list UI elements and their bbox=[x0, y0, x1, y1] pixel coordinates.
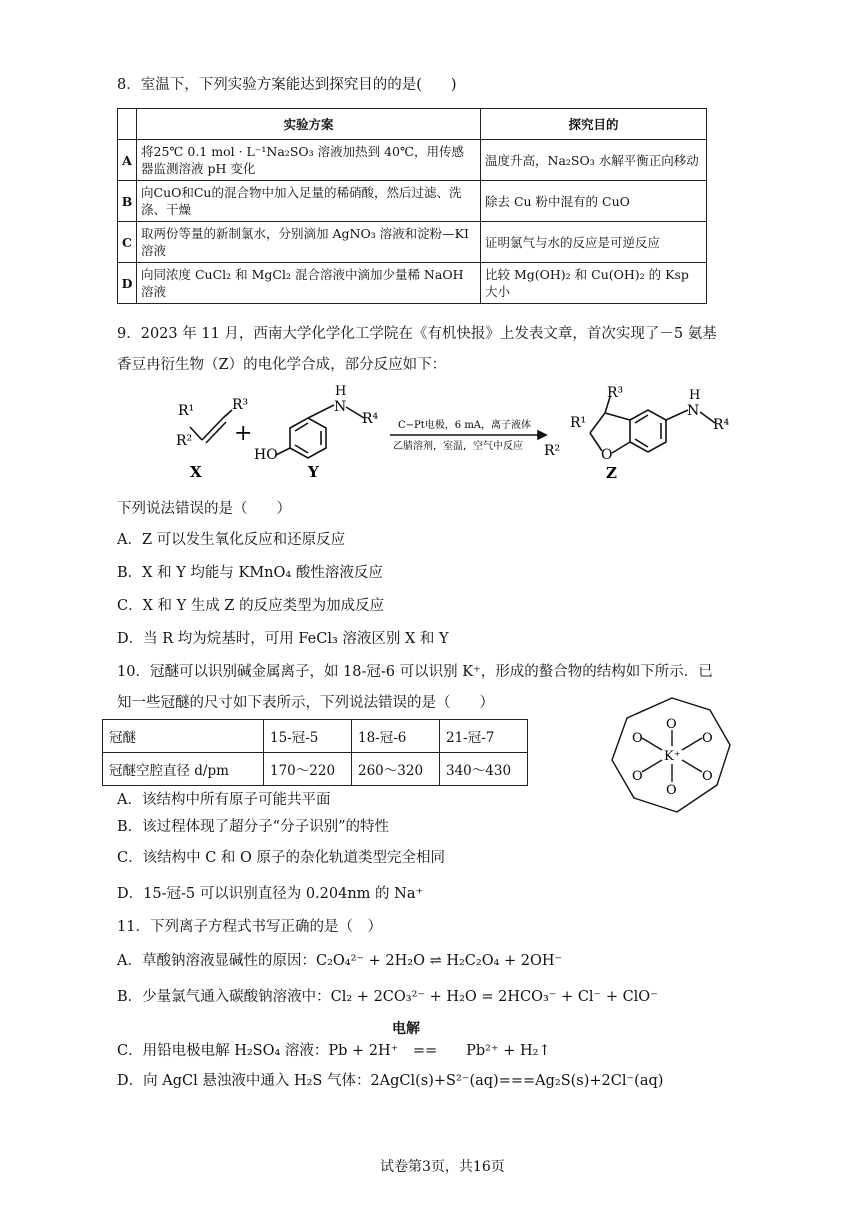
ring-oxygen: O bbox=[632, 731, 643, 746]
q11-option-c: C．用铅电极电解 H₂SO₄ 溶液：Pb + 2H⁺ == Pb²⁺ + H₂↑ bbox=[117, 1043, 551, 1059]
table-header-row bbox=[118, 109, 707, 140]
table-row bbox=[118, 263, 707, 304]
x-r3: R³ bbox=[232, 397, 249, 413]
ring-oxygen: O bbox=[666, 717, 677, 732]
q11-stem: 11．下列离子方程式书写正确的是（ ） bbox=[117, 919, 382, 935]
reaction-scheme bbox=[150, 385, 730, 490]
label-y: Y bbox=[308, 463, 319, 481]
z-r1: R¹ bbox=[570, 415, 587, 431]
y-r4: R⁴ bbox=[362, 411, 379, 427]
row-plan: 向CuO和Cu的混合物中加入足量的稀硝酸，然后过滤、洗涤、干燥 bbox=[137, 181, 481, 222]
q10-option-b: B．该过程体现了超分子“分子识别”的特性 bbox=[117, 819, 389, 835]
q11-option-b: B．少量氯气通入碳酸钠溶液中：Cl₂ + 2CO₃²⁻ + H₂O = 2HCO₃⁻ + Cl⁻ + ClO⁻ bbox=[117, 989, 658, 1005]
cell-diameter-1: 170～220 bbox=[264, 753, 352, 786]
q10-option-a: A．该结构中所有原子可能共平面 bbox=[117, 792, 331, 808]
cell-diameter-2: 260～320 bbox=[352, 753, 440, 786]
row-goal: 除去 Cu 粉中混有的 CuO bbox=[481, 181, 707, 222]
cell-21-crown-7: 21-冠-7 bbox=[440, 720, 528, 753]
label-z: Z bbox=[606, 464, 617, 482]
row-label: A bbox=[118, 140, 137, 181]
z-r3: R³ bbox=[607, 385, 624, 401]
header-goal: 探究目的 bbox=[481, 109, 707, 140]
ring-oxygen: O bbox=[702, 769, 713, 784]
y-n: N bbox=[334, 399, 347, 415]
table-row bbox=[103, 753, 528, 786]
row-goal: 比较 Mg(OH)₂ 和 Cu(OH)₂ 的 Ksp 大小 bbox=[481, 263, 707, 304]
cell-name-header: 冠醚 bbox=[103, 720, 264, 753]
row-label: C bbox=[118, 222, 137, 263]
table-row bbox=[103, 720, 528, 753]
q11-option-a: A．草酸钠溶液显碱性的原因：C₂O₄²⁻ + 2H₂O ⇌ H₂C₂O₄ + 2OH⁻ bbox=[117, 953, 563, 969]
ring-oxygen: O bbox=[666, 783, 677, 798]
q10-option-c: C．该结构中 C 和 O 原子的杂化轨道类型完全相同 bbox=[117, 850, 446, 866]
y-ho: HO bbox=[254, 447, 278, 463]
q10-stem-line2: 知一些冠醚的尺寸如下表所示，下列说法错误的是（ ） bbox=[117, 695, 494, 711]
q9-option-b: B．X 和 Y 均能与 KMnO₄ 酸性溶液反应 bbox=[117, 565, 383, 581]
q9-option-d: D．当 R 均为烷基时，可用 FeCl₃ 溶液区别 X 和 Y bbox=[117, 631, 449, 647]
cell-diameter-3: 340～430 bbox=[440, 753, 528, 786]
q9-stem-line1: 9．2023 年 11 月，西南大学化学化工学院在《有机快报》上发表文章，首次实现了－5 氨基 bbox=[117, 326, 717, 342]
ring-oxygen: O bbox=[632, 769, 643, 784]
q9-stem-line2: 香豆冉衍生物（Z）的电化学合成，部分反应如下： bbox=[117, 357, 447, 373]
row-label: B bbox=[118, 181, 137, 222]
q11-option-d: D．向 AgCl 悬浊液中通入 H₂S 气体：2AgCl(s)+S²⁻(aq)===Ag₂S(s)+2Cl⁻(aq) bbox=[117, 1073, 664, 1089]
cell-18-crown-6: 18-冠-6 bbox=[352, 720, 440, 753]
row-goal: 温度升高，Na₂SO₃ 水解平衡正向移动 bbox=[481, 140, 707, 181]
x-r2: R² bbox=[176, 433, 193, 449]
row-label: D bbox=[118, 263, 137, 304]
q10-stem-line1: 10．冠醚可以识别碱金属离子，如 18-冠-6 可以识别 K⁺，形成的螯合物的结构如下所示．已 bbox=[117, 664, 713, 680]
row-plan: 将25℃ 0.1 mol · L⁻¹Na₂SO₃ 溶液加热到 40℃，用传感器监测溶液 pH 变化 bbox=[137, 140, 481, 181]
table-row bbox=[118, 222, 707, 263]
table-row bbox=[118, 140, 707, 181]
electrolysis-label: 电解 bbox=[392, 1021, 420, 1037]
q9-question: 下列说法错误的是（ ） bbox=[117, 501, 291, 517]
header-plan: 实验方案 bbox=[137, 109, 481, 140]
x-r1: R¹ bbox=[178, 403, 195, 419]
z-r4: R⁴ bbox=[713, 417, 730, 433]
label-x: X bbox=[190, 463, 202, 481]
row-plan: 向同浓度 CuCl₂ 和 MgCl₂ 混合溶液中滴加少量稀 NaOH 溶液 bbox=[137, 263, 481, 304]
q10-crown-table bbox=[102, 719, 528, 786]
z-r2: R² bbox=[544, 443, 561, 459]
ring-oxygen: O bbox=[702, 731, 713, 746]
row-goal: 证明氯气与水的反应是可逆反应 bbox=[481, 222, 707, 263]
condition-top: C−Pt电极，6 mA，离子液体 bbox=[398, 420, 532, 431]
q8-stem: 8．室温下，下列实验方案能达到探究目的的是( ) bbox=[117, 77, 457, 93]
potassium-ion: K⁺ bbox=[664, 749, 681, 764]
cell-diameter-header: 冠醚空腔直径 d/pm bbox=[103, 753, 264, 786]
plus-sign: + bbox=[234, 421, 253, 446]
page-footer: 试卷第3页，共16页 bbox=[380, 1159, 505, 1175]
y-h: H bbox=[335, 385, 347, 399]
z-n: N bbox=[687, 403, 700, 419]
condition-bottom: 乙腈溶剂，室温，空气中反应 bbox=[393, 441, 523, 452]
cell-15-crown-5: 15-冠-5 bbox=[264, 720, 352, 753]
z-o: O bbox=[601, 447, 613, 463]
crown-ether-structure bbox=[602, 690, 742, 820]
q10-option-d: D．15-冠-5 可以识别直径为 0.204nm 的 Na⁺ bbox=[117, 886, 424, 902]
z-h: H bbox=[689, 388, 701, 403]
q9-option-a: A．Z 可以发生氧化反应和还原反应 bbox=[117, 532, 346, 548]
table-row bbox=[118, 181, 707, 222]
row-plan: 取两份等量的新制氯水，分别滴加 AgNO₃ 溶液和淀粉—KI 溶液 bbox=[137, 222, 481, 263]
q9-option-c: C．X 和 Y 生成 Z 的反应类型为加成反应 bbox=[117, 598, 385, 614]
q8-table bbox=[117, 108, 707, 304]
